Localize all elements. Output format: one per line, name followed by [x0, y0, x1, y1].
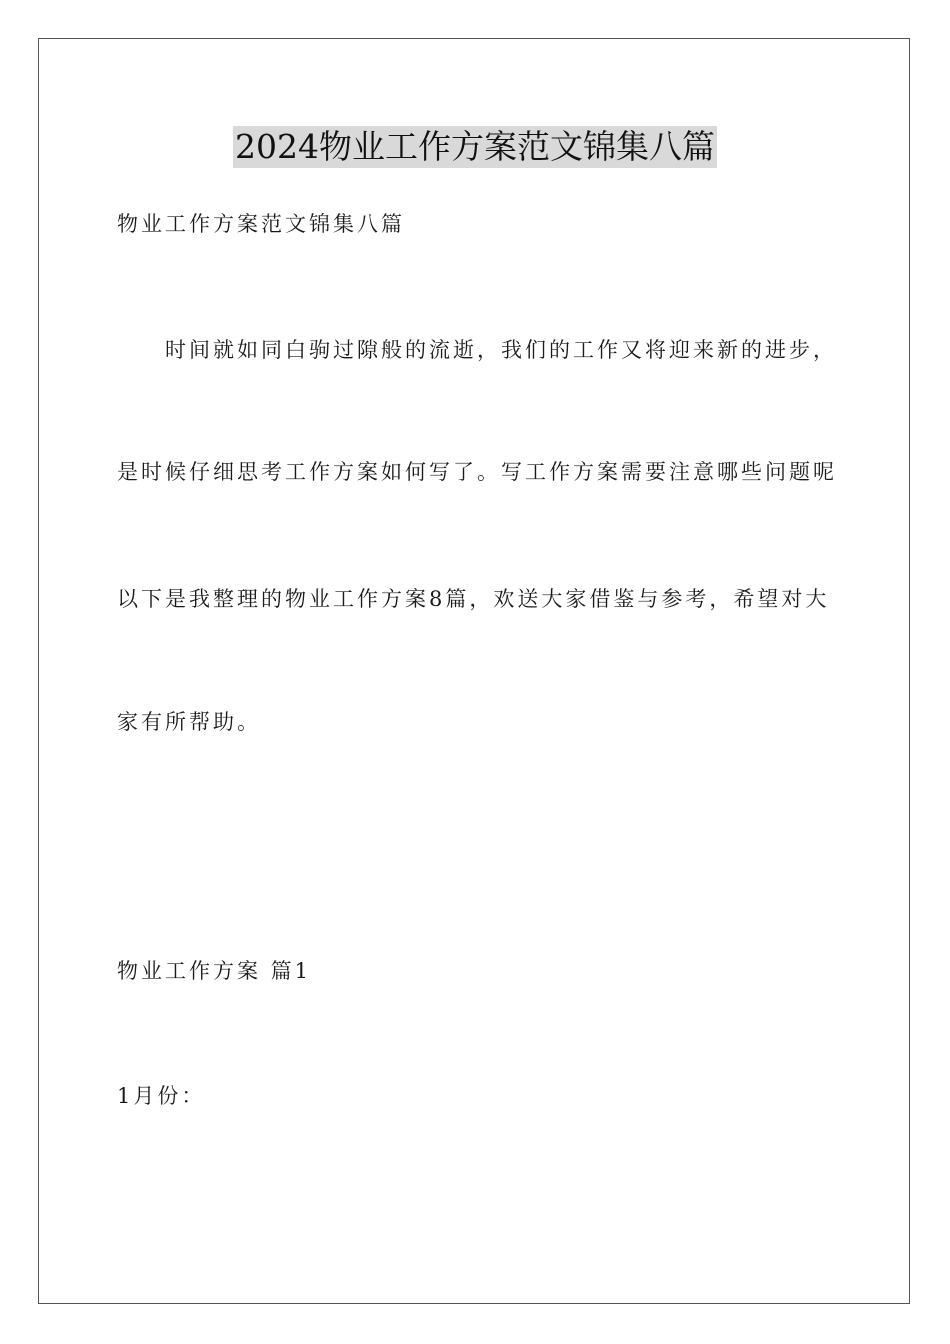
- intro-line-1: 时间就如同白驹过隙般的流逝，我们的工作又将迎来新的进步，: [165, 338, 837, 362]
- intro-line-4: 家有所帮助。: [117, 710, 261, 734]
- document-subtitle: 物业工作方案范文锦集八篇: [117, 212, 405, 236]
- intro-line-2: 是时候仔细思考工作方案如何写了。写工作方案需要注意哪些问题呢: [117, 460, 837, 484]
- section-heading: 物业工作方案 篇1: [117, 959, 312, 983]
- document-title: 2024物业工作方案范文锦集八篇: [235, 127, 715, 166]
- intro-line-3: 以下是我整理的物业工作方案8篇，欢送大家借鉴与参考，希望对大: [117, 587, 830, 611]
- title-container: [0, 126, 950, 168]
- month-label: 1月份：: [117, 1084, 206, 1108]
